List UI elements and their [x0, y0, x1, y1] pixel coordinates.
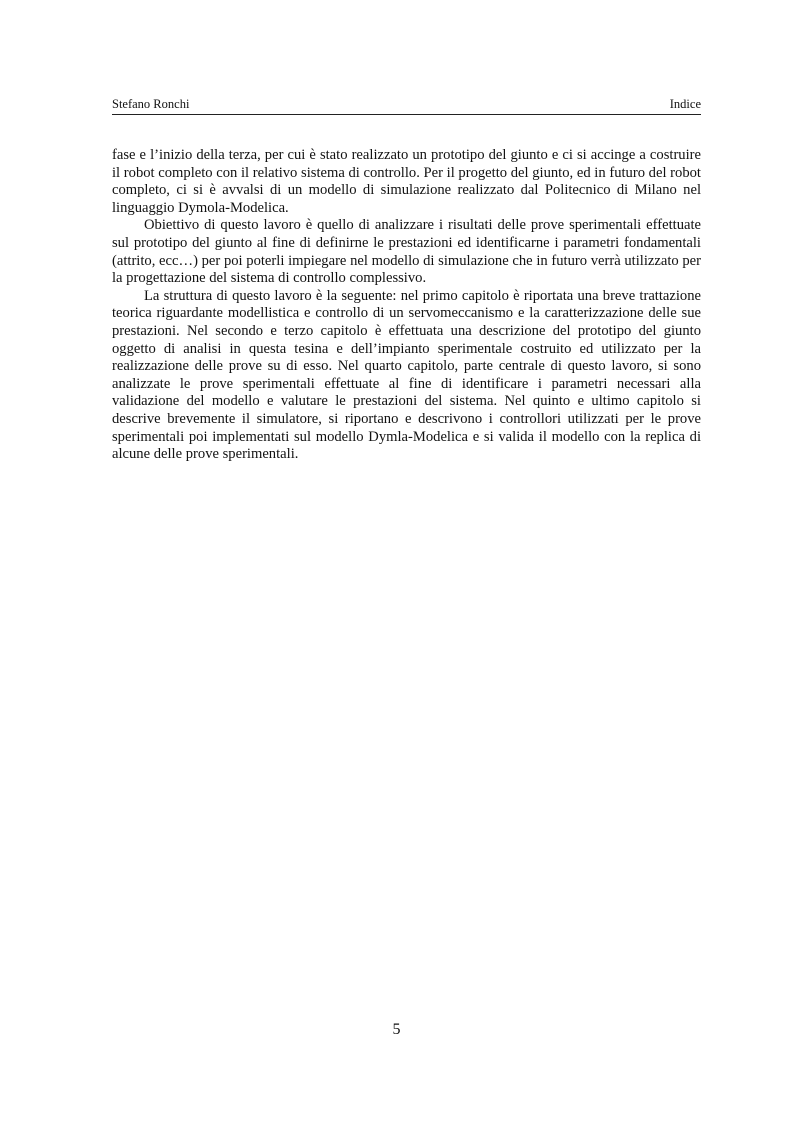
running-header — [112, 96, 701, 115]
paragraph-objective: Obiettivo di questo lavoro è quello di analizzare i risultati delle prove sperimentali effettuate sul prototipo del giunto al fine di definirne le prestazioni ed identificarne i parametri fondamentali (attrito, ecc…) per poi poterli impiegare nel modello di simulazione che in futuro verrà utilizzato per la progettazione del sistema di controllo complessivo. — [112, 217, 701, 287]
header-author: Stefano Ronchi — [112, 97, 190, 111]
body-text — [112, 147, 701, 464]
header-section-title: Indice — [669, 97, 701, 111]
page-number: 5 — [392, 1021, 401, 1038]
paragraph-structure: La struttura di questo lavoro è la seguente: nel primo capitolo è riportata una breve trattazione teorica riguardante modellistica e controllo di un servomeccanismo e la caratterizzazione delle sue prestazioni. Nel secondo e terzo capitolo è effettuata una descrizione del prototipo del giunto oggetto di analisi in questa tesina e dell’impianto sperimentale costruito ed utilizzato per la realizzazione delle prove su di esso. Nel quarto capitolo, parte centrale di questo lavoro, si sono analizzate le prove sperimentali effettuate al fine di identificare i parametri necessari alla validazione del modello e valutare le prestazioni del sistema. Nel quinto e ultimo capitolo si descrive brevemente il simulatore, si riportano e descrivono i controllori utilizzati per le prove sperimentali poi implementati sul modello Dymla-Modelica e si valida il modello con la replica di alcune delle prove sperimentali. — [112, 287, 701, 463]
paragraph-continuation: fase e l’inizio della terza, per cui è stato realizzato un prototipo del giunto e ci si accinge a costruire il robot completo con il relativo sistema di controllo. Per il progetto del giunto, ed in futuro del robot completo, ci si è avvalsi di un modello di simulazione realizzato dal Politecnico di Milano nel linguaggio Dymola-Modelica. — [112, 147, 701, 216]
